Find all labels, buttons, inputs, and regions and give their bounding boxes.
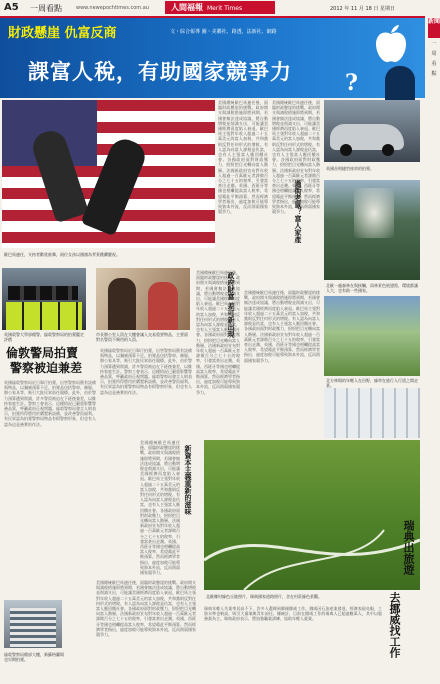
website-url: www.newepochtimes.com.au — [76, 5, 149, 11]
winding-road — [204, 440, 420, 590]
side-label-char: 點 — [431, 71, 437, 77]
sweden-story-body: 瑞典年輕人失業率居高不下，許多人選擇到鄰國挪威工作。挪威因石油產業發達，經濟表現亮眼，工資水準也較高，吸引大量瑞典青年前往。據統計，目前在挪威工作的瑞典人已超過數萬人，其中以服務業為主。瑞典政府表示，將加強職業訓練，協助年輕人就業。 — [204, 606, 382, 622]
women-photo-caption: 市長辦公室入員在大樓會議入交易重要物品，主要面對名警員不夠用的人員。 — [96, 332, 188, 342]
sweden-story-title: 瑞典出旅遊 — [402, 520, 415, 575]
side-tab: 新聞 — [428, 18, 440, 38]
side-label-char: 一 — [431, 41, 437, 47]
photo-field — [324, 296, 420, 376]
capitalism-body-cont: 美國總統歐巴馬連任後，面臨財政懸崖的挑戰。政府開支與減稅措施即將到期，若國會無法達成協議，將自動增稅並削減支出，可能讓美國經濟再度陷入衰退。歐巴馬主張對年收入超過二十五萬美元的富人加稅，共和黨則反對任何形式的增稅。有人認為向富人課稅是仇富，也有人主張富人應回饋社會。各國政府面對財政壓力，紛紛把目光轉向富人階層。法國新政府宣布對年收入超過一百萬歐元者課徵百分之七十五的稅率，引發富豪出走潮。英國、西班牙等國也相繼提高富人稅率，希望藉此平衡預算。然而經濟學者指出，過度加稅可能導致資本外流，反而削弱國家競爭力。 — [96, 580, 196, 638]
revenue-title: 政府財富 差可新出現 — [227, 272, 235, 338]
building-facade — [10, 608, 56, 648]
photo-women — [96, 268, 190, 330]
banner-byline: 文・綜合報導 圖・美聯社、路透、法新社、網路 — [170, 29, 277, 35]
sweden-story-subtitle: 去挪威找工作 — [388, 592, 401, 658]
page-number: A5 — [4, 2, 19, 13]
question-mark: ? — [345, 70, 358, 96]
section-name: 一周看點 — [30, 4, 62, 13]
side-label-char: 看 — [431, 61, 437, 67]
police-story-title: 倫敦警局拍賣 — [6, 346, 79, 360]
photo-greenhouse — [324, 388, 420, 438]
masthead-logo — [165, 1, 275, 14]
field-photo-caption: 北方林場的年輕人在田野，綠草在旅行人行道之間走著。 — [326, 378, 418, 388]
capitalism-title: 新資本主義重新的滋味 — [184, 445, 192, 515]
green-hills-caption: 北歐鄉村綠色丘陵照片，瑞典國家道路照片，舍在村莊綠色景觀。 — [206, 594, 322, 599]
main-photo-caption: 歐巴馬連任，支持者歡欣鼓舞，兩位女孩以國旗為背景跳躍慶祝。 — [4, 252, 120, 257]
photo-car — [324, 100, 420, 162]
main-story-body-cont3: 美國總統歐巴馬連任後，面臨財政懸崖的挑戰。政府開支與減稅措施即將到期，若國會無法達成協議，將自動增稅並削減支出，可能讓美國經濟再度陷入衰退。歐巴馬主張對年收入超過二十五萬美元的富人加稅，共和黨則反對任何形式的增稅。有人認為向富人課稅是仇富，也有人主張富人應回饋社會。各國政府面對財政壓力，紛紛把目光轉向富人階層。法國新政府宣布對年收入超過一百萬歐元者課徵百分之七十五的稅率，引發富豪出走潮。英國、西班牙等國也相繼提高富人稅率，希望藉此平衡預算。然而經濟學者指出，過度加稅可能導致資本外流，反而削弱國家競爭力。 — [244, 290, 320, 363]
scotland-photo-caption: 倫敦警察局總部大樓，新蘇格蘭場也早期拍賣。 — [4, 652, 64, 662]
police-helmets — [8, 286, 78, 300]
police-story-subtitle: 警察被迫兼差 — [10, 361, 83, 375]
side-label-char: 周 — [431, 51, 437, 57]
photo-forest — [324, 180, 420, 280]
police-photo-caption: 英國敦警大學部總警，倫敦警察局的拍賣鑑定評價 — [4, 332, 84, 342]
car-wheel — [382, 144, 394, 156]
main-story-body-cont: 美國總統歐巴馬連任後，面臨財政懸崖的挑戰。政府開支與減稅措施即將到期，若國會無法達成協議，將自動增稅並削減支出，可能讓美國經濟再度陷入衰退。歐巴馬主張對年收入超過二十五萬美元的富人加稅，共和黨則反對任何形式的增稅。有人認為向富人課稅是仇富，也有人主張富人應回饋社會。各國政府面對財政壓力，紛紛把目光轉向富人階層。法國新政府宣布對年收入超過一百萬歐元者課徵百分之七十五的稅率，引發富豪出走潮。英國、西班牙等國也相繼提高富人稅率，希望藉此平衡預算。然而經濟學者指出，過度加稅可能導致資本外流，反而削弱國家競爭力。 — [272, 100, 320, 215]
car-photo-caption: 英國首相捷豹座車的拍賣。 — [326, 166, 374, 171]
rich-tax-title: 過街老鼠？富人家產 — [294, 180, 302, 243]
police-vests — [6, 302, 82, 330]
woman-figure — [108, 278, 136, 330]
banner-headline: 課富人稅，有助國家競爭力 — [28, 59, 292, 84]
side-label — [428, 18, 440, 78]
police-story-body-cont: 英國倫敦警察局近日舉行拍賣，出售警察局舊有設備與物品，以彌補預算不足。拍賣品包括警車、制服、辦公家具等，吸引大批民眾前往競標。此外，由於警力預算遭到削減，許多警員被迫在下班後兼差，以維持家庭生計。警察工會表示，這種情況已嚴重影響警務品質，呼籲政府正視問題。倫敦警察局發言人則表示，拍賣所得將用於購置新設備，並改善警員福利。有民眾認為拍賣警察局物品有損警察形象，但也有人認為這是務實的作法。 — [100, 348, 192, 395]
headline-banner — [0, 18, 425, 98]
masthead-english: Merit Times — [207, 5, 243, 12]
banner-kicker: 財政懸崖 仇富反商 — [8, 26, 117, 41]
photo-green-hills — [204, 440, 420, 590]
capitalism-body: 美國總統歐巴馬連任後，面臨財政懸崖的挑戰。政府開支與減稅措施即將到期，若國會無法達成協議，將自動增稅並削減支出，可能讓美國經濟再度陷入衰退。歐巴馬主張對年收入超過二十五萬美元的富人加稅，共和黨則反對任何形式的增稅。有人認為向富人課稅是仇富，也有人主張富人應回饋社會。各國政府面對財政壓力，紛紛把目光轉向富人階層。法國新政府宣布對年收入超過一百萬歐元者課徵百分之七十五的稅率，引發富豪出走潮。英國、西班牙等國也相繼提高富人稅率，希望藉此平衡預算。然而經濟學者指出，過度加稅可能導致資本外流，反而削弱國家競爭力。 — [140, 440, 180, 576]
issue-date: 2012 年 11 月 18 日 星期日 — [330, 6, 395, 12]
masthead-title: 人間福報 — [171, 2, 203, 12]
main-story-body-cont2: 美國總統歐巴馬連任後，面臨財政懸崖的挑戰。政府開支與減稅措施即將到期，若國會無法達成協議，將自動增稅並削減支出，可能讓美國經濟再度陷入衰退。歐巴馬主張對年收入超過二十五萬美元的富人加稅，共和黨則反對任何形式的增稅。有人認為向富人課稅是仇富，也有人主張富人應回饋社會。各國政府面對財政壓力，紛紛把目光轉向富人階層。法國新政府宣布對年收入超過一百萬歐元者課徵百分之七十五的稅率，引發富豪出走潮。英國、西班牙等國也相繼提高富人稅率，希望藉此平衡預算。然而經濟學者指出，過度加稅可能導致資本外流，反而削弱國家競爭力。 — [196, 270, 240, 395]
apple-logo-icon — [372, 24, 410, 64]
main-story-body: 美國總統歐巴馬連任後，面臨財政懸崖的挑戰。政府開支與減稅措施即將到期，若國會無法達成協議，將自動增稅並削減支出，可能讓美國經濟再度陷入衰退。歐巴馬主張對年收入超過二十五萬美元的富人加稅，共和黨則反對任何形式的增稅。有人認為向富人課稅是仇富，也有人主張富人應回饋社會。各國政府面對財政壓力，紛紛把目光轉向富人階層。法國新政府宣布對年收入超過一百萬歐元者課徵百分之七十五的稅率，引發富豪出走潮。英國、西班牙等國也相繼提高富人稅率，希望藉此平衡預算。然而經濟學者指出，過度加稅可能導致資本外流，反而削弱國家競爭力。 — [218, 100, 268, 215]
page-header — [0, 0, 440, 16]
photo-scotland-yard — [4, 600, 62, 648]
car-wheel — [340, 144, 352, 156]
forest-photo-caption: 北歐一處森林在與接觸，雨林景色展翅寫，環境都讓人大，也有助一些國家。 — [326, 283, 418, 293]
photo-police — [2, 268, 86, 330]
main-photo-flag — [2, 100, 215, 248]
woman-figure — [148, 282, 178, 330]
forest-smoke — [354, 188, 394, 238]
police-story-body: 英國倫敦警察局近日舉行拍賣，出售警察局舊有設備與物品，以彌補預算不足。拍賣品包括警車、制服、辦公家具等，吸引大批民眾前往競標。此外，由於警力預算遭到削減，許多警員被迫在下班後兼差，以維持家庭生計。警察工會表示，這種情況已嚴重影響警務品質，呼籲政府正視問題。倫敦警察局發言人則表示，拍賣所得將用於購置新設備，並改善警員福利。有民眾認為拍賣警察局物品有損警察形象，但也有人認為這是務實的作法。 — [4, 380, 96, 427]
